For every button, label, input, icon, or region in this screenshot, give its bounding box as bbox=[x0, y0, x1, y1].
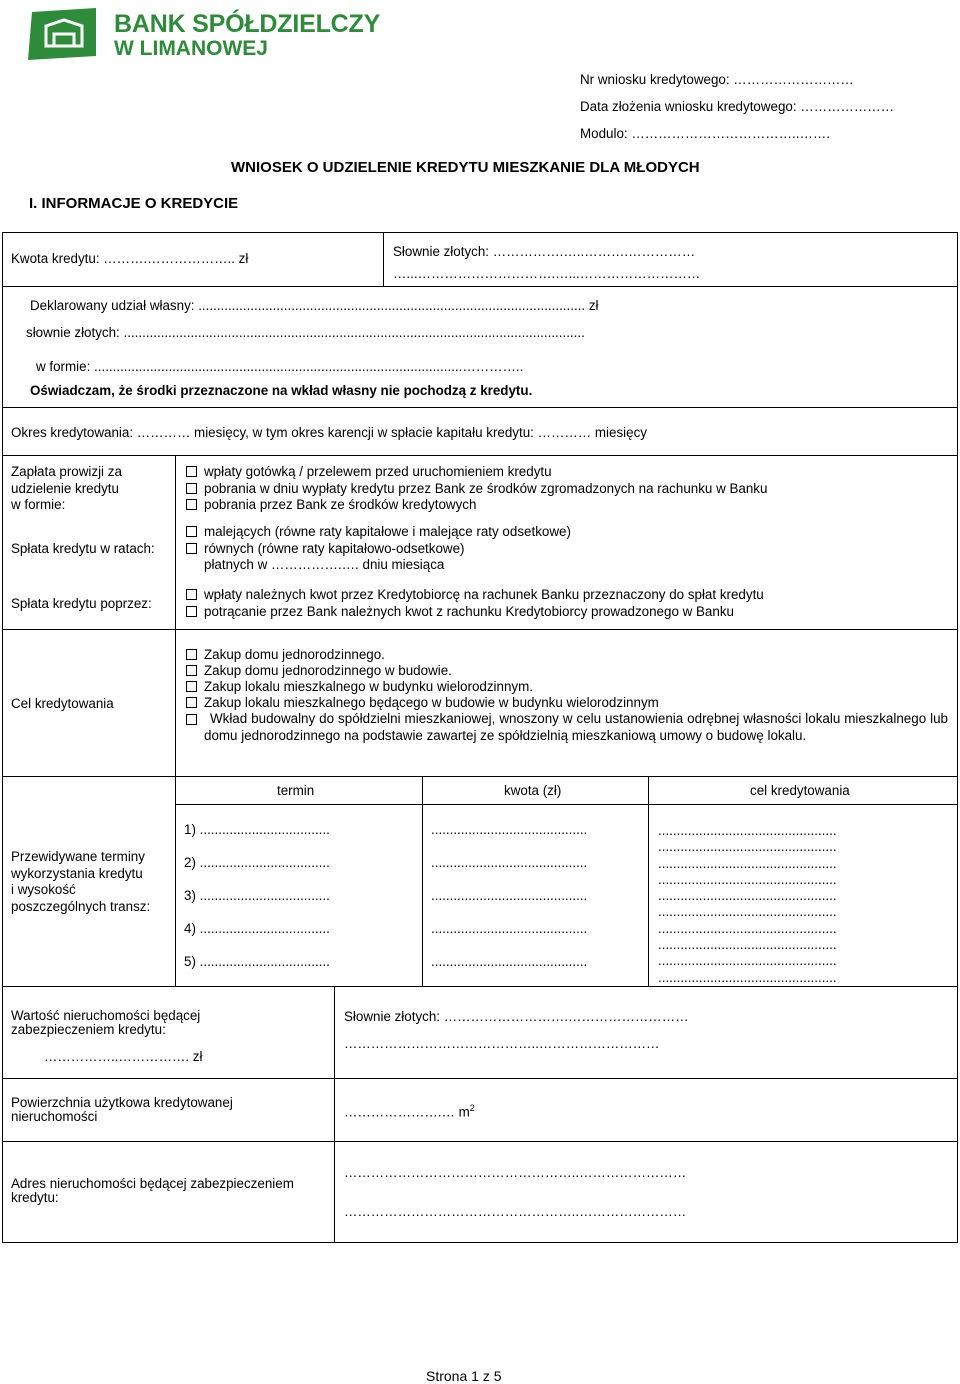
page-number: Strona 1 z 5 bbox=[426, 1368, 502, 1384]
loan-amount-words[interactable]: Słownie złotych: …………….…..……….…………… bbox=[393, 244, 696, 259]
area-field[interactable]: ………………….… $m^2$ bbox=[344, 1103, 475, 1120]
logo-text-line1: BANK SPÓŁDZIELCZY bbox=[114, 10, 381, 38]
loan-period-field[interactable]: Okres kredytowania: ………… miesięcy, w tym okres karencji w spłacie kapitału kredytu: ………… miesięcy bbox=[11, 425, 647, 440]
area-label: Powierzchnia użytkowa kredytowanej nieruchomości bbox=[11, 1095, 233, 1124]
property-value-field[interactable]: ……………..……………. zł bbox=[44, 1049, 203, 1064]
installments-label: Spłata kredytu w ratach: bbox=[11, 541, 155, 556]
checkbox[interactable] bbox=[186, 697, 197, 708]
installments-decreasing[interactable]: malejących (równe raty kapitałowe i malejące raty odsetkowe) bbox=[186, 524, 571, 539]
checkbox[interactable] bbox=[186, 665, 197, 676]
loan-amount-words-2[interactable]: …...………………………….…...……………………… bbox=[393, 266, 701, 281]
purpose-apartment[interactable]: Zakup lokalu mieszkalnego w budynku wielorodzinnym. bbox=[186, 679, 533, 694]
checkbox[interactable] bbox=[186, 589, 197, 600]
tranche-term-3[interactable]: 3) ................................... bbox=[184, 888, 330, 903]
tranche-amount-2[interactable]: .......................................... bbox=[431, 855, 588, 870]
tranche-purpose-lines[interactable]: ................................................ ................................................ ................................................ ................................................ ................................................ ................................................ ................................................ ................................................ ................................................ ................................................ bbox=[658, 823, 837, 985]
form-title: WNIOSEK O UDZIELENIE KREDYTU MIESZKANIE DLA MŁODYCH bbox=[231, 159, 700, 176]
section-title: I. INFORMACJE O KREDYCIE bbox=[29, 195, 239, 212]
checkbox[interactable] bbox=[186, 543, 197, 554]
bank-logo-icon bbox=[26, 6, 102, 62]
property-value-words[interactable]: Słownie złotych: ……………………….……………………… bbox=[344, 1009, 689, 1024]
purpose-cooperative-text: Wkład budowalny do spółdzielni mieszkaniowej, wnoszony w celu ustanowienia odrębnej własności lokalu mieszkalnego lub domu jednorodzinnego na podstawie zawartej ze spółdzielnią mieszkaniową umowy o budowę lokalu. bbox=[204, 711, 948, 743]
commission-label: Zapłata prowizji za udzielenie kredytu w formie: bbox=[11, 464, 122, 512]
purpose-house[interactable]: Zakup domu jednorodzinnego. bbox=[186, 647, 385, 662]
address-line-2[interactable]: ……………………………………………..…………………… bbox=[344, 1204, 687, 1219]
checkbox[interactable] bbox=[186, 526, 197, 537]
own-contribution-words[interactable]: słownie złotych: ............................................................................................................................ bbox=[26, 325, 585, 340]
modulo-field[interactable]: Modulo: ………………………………..……. bbox=[580, 126, 830, 141]
checkbox[interactable] bbox=[186, 466, 197, 477]
tranche-term-1[interactable]: 1) ................................... bbox=[184, 822, 330, 837]
commission-option-credit[interactable]: pobrania przez Bank ze środków kredytowych bbox=[186, 497, 476, 512]
purpose-house-construction[interactable]: Zakup domu jednorodzinnego w budowie. bbox=[186, 663, 452, 678]
checkbox[interactable] bbox=[186, 681, 197, 692]
installments-equal[interactable]: równych (równe raty kapitałowo-odsetkowe) bbox=[186, 541, 464, 556]
checkbox[interactable] bbox=[186, 649, 197, 660]
col-header-cel: cel kredytowania bbox=[750, 783, 850, 798]
tranche-term-5[interactable]: 5) ................................... bbox=[184, 954, 330, 969]
purpose-cooperative-checkbox[interactable] bbox=[186, 714, 197, 725]
checkbox[interactable] bbox=[186, 483, 197, 494]
address-line-1[interactable]: ……………………………………………..…………………… bbox=[344, 1165, 687, 1180]
own-contribution-form[interactable]: w formie: ...................................................................................................………….. bbox=[36, 359, 524, 374]
commission-option-account[interactable]: pobrania w dniu wypłaty kredytu przez Bank ze środków zgromadzonych na rachunku w Banku bbox=[186, 481, 767, 496]
application-number[interactable]: Nr wniosku kredytowego: ……………………… bbox=[580, 72, 854, 87]
own-contribution-declaration: Oświadczam, że środki przeznaczone na wkład własny nie pochodzą z kredytu. bbox=[30, 383, 533, 398]
checkbox[interactable] bbox=[186, 606, 197, 617]
bank-logo bbox=[26, 6, 381, 66]
repayment-option-deduction[interactable]: potrącanie przez Bank należnych kwot z rachunku Kredytobiorcy prowadzonego w Banku bbox=[186, 604, 734, 619]
tranche-amount-5[interactable]: .......................................... bbox=[431, 954, 588, 969]
own-contribution-field[interactable]: Deklarowany udział własny: ........................................................................................................ zł bbox=[30, 298, 599, 313]
address-label: Adres nieruchomości będącej zabezpieczeniem kredytu: bbox=[11, 1176, 294, 1205]
checkbox[interactable] bbox=[186, 499, 197, 510]
tranches-label: Przewidywane terminy wykorzystania kredytu i wysokość poszczególnych transz: bbox=[11, 849, 151, 914]
tranche-amount-4[interactable]: .......................................... bbox=[431, 921, 588, 936]
col-header-termin: termin bbox=[277, 783, 315, 798]
col-header-kwota: kwota (zł) bbox=[504, 783, 562, 798]
repayment-method-label: Spłata kredytu poprzez: bbox=[11, 596, 152, 611]
property-value-label: Wartość nieruchomości będącej zabezpieczeniem kredytu: bbox=[11, 1008, 201, 1037]
tranche-term-4[interactable]: 4) ................................... bbox=[184, 921, 330, 936]
loan-purpose-label: Cel kredytowania bbox=[11, 696, 114, 711]
tranche-amount-1[interactable]: .......................................... bbox=[431, 822, 588, 837]
property-value-words-2[interactable]: ……………………………………..……………………… bbox=[344, 1036, 660, 1051]
payment-day-field[interactable]: płatnych w …………….…. dniu miesiąca bbox=[204, 557, 445, 572]
commission-option-cash[interactable]: wpłaty gotówką / przelewem przed uruchomieniem kredytu bbox=[186, 464, 552, 479]
purpose-apartment-construction[interactable]: Zakup lokalu mieszkalnego będącego w budowie w budynku wielorodzinnym bbox=[186, 695, 659, 710]
application-date[interactable]: Data złożenia wniosku kredytowego: ………………… bbox=[580, 99, 895, 114]
tranche-term-2[interactable]: 2) ................................... bbox=[184, 855, 330, 870]
tranche-amount-3[interactable]: .......................................... bbox=[431, 888, 588, 903]
repayment-option-deposit[interactable]: wpłaty należnych kwot przez Kredytobiorcę na rachunek Banku przeznaczony do spłat kredytu bbox=[186, 587, 764, 602]
logo-text-line2: W LIMANOWEJ bbox=[114, 37, 268, 60]
loan-amount-field[interactable]: Kwota kredytu: ……….……………….. zł bbox=[11, 251, 249, 266]
